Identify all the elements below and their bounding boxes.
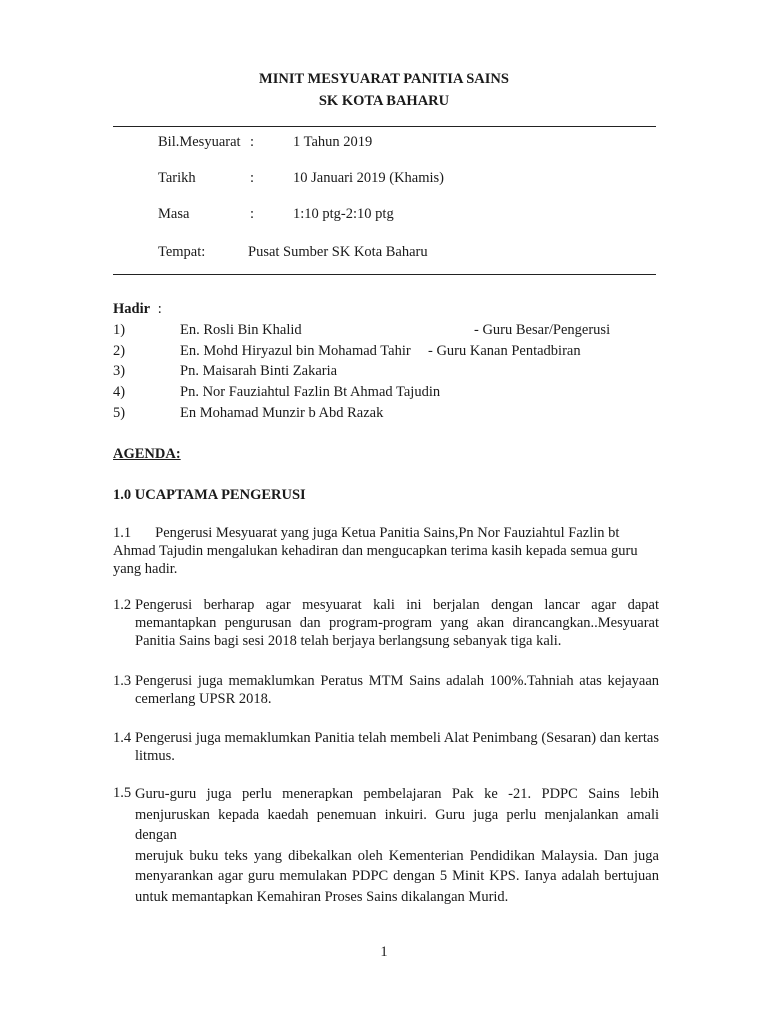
top-divider	[113, 126, 656, 127]
paragraph-1-1	[113, 524, 659, 578]
meta-masa-label: Masa	[158, 206, 190, 222]
paragraph-line: menyarankan agar guru memulakan PDPC dengan 5 Minit KPS. Ianya adalah bertujuan	[135, 868, 659, 884]
attendee-name: En. Rosli Bin Khalid	[180, 322, 302, 338]
school-name: SK KOTA BAHARU	[318, 93, 450, 109]
meta-bil-label: Bil.Mesyuarat	[158, 134, 241, 150]
page-number: 1	[380, 944, 388, 960]
attendee-role: - Guru Kanan Pentadbiran	[428, 343, 581, 359]
paragraph-number: 1.5	[113, 785, 132, 801]
agenda-heading: AGENDA:	[113, 446, 181, 462]
attendee-number: 5)	[113, 405, 126, 421]
attendee-role: - Guru Besar/Pengerusi	[474, 322, 611, 338]
meta-tarikh-label: Tarikh	[158, 170, 196, 186]
paragraph-line: cemerlang UPSR 2018.	[135, 691, 272, 708]
paragraph-number: 1.3	[113, 673, 132, 689]
attendee-number: 2)	[113, 343, 126, 359]
meta-tempat-label: Tempat:	[158, 244, 206, 260]
paragraph-line: merujuk buku teks yang dibekalkan oleh Kementerian Pendidikan Malaysia. Dan juga	[135, 847, 659, 864]
hadir-heading	[113, 300, 162, 318]
meta-tarikh-value: 10 Januari 2019 (Khamis)	[293, 170, 445, 186]
meta-masa-colon: :	[250, 206, 255, 222]
paragraph-line: Ahmad Tajudin mengalukan kehadiran dan mengucapkan terima kasih kepada semua guru	[113, 543, 638, 560]
paragraph-line: litmus.	[135, 748, 175, 765]
paragraph-line: Panitia Sains bagi sesi 2018 telah berjaya berlangsung sebanyak tiga kali.	[135, 633, 562, 650]
meta-bil-colon: :	[250, 134, 255, 150]
attendee-name: Pn. Nor Fauziahtul Fazlin Bt Ahmad Tajudin	[180, 384, 441, 400]
paragraph-1-3	[113, 672, 659, 708]
section-heading: 1.0 UCAPTAMA PENGERUSI	[113, 487, 306, 503]
attendee-number: 4)	[113, 384, 126, 400]
bottom-divider	[113, 274, 656, 275]
paragraph-line: Guru-guru juga perlu menerapkan pembelajaran Pak ke -21. PDPC Sains lebih	[135, 786, 659, 802]
hadir-label: Hadir	[113, 301, 151, 317]
paragraph-number: 1.2	[113, 597, 132, 613]
paragraph-line: Pengerusi juga memaklumkan Panitia telah membeli Alat Penimbang (Sesaran) dan kertas	[135, 730, 659, 746]
paragraph-1-5	[113, 784, 659, 907]
meta-bil-value: 1 Tahun 2019	[293, 134, 373, 150]
paragraph-line: yang hadir.	[113, 561, 178, 578]
paragraph-line: untuk memantapkan Kemahiran Proses Sains dikalangan Murid.	[135, 888, 509, 905]
paragraph-line: memantapkan pengurusan dan program-program yang akan dirancangkan..Mesyuarat	[135, 615, 659, 632]
paragraph-line: menjuruskan kepada kaedah penemuan inkuiri. Guru juga perlu menjalankan amali dengan	[135, 806, 659, 843]
paragraph-line: Pengerusi juga memaklumkan Peratus MTM Sains adalah 100%.Tahniah atas kejayaan	[135, 673, 659, 689]
attendee-name: Pn. Maisarah Binti Zakaria	[180, 363, 338, 379]
document-title: MINIT MESYUARAT PANITIA SAINS	[259, 71, 509, 87]
paragraph-1-4	[113, 729, 659, 765]
meta-masa-value: 1:10 ptg-2:10 ptg	[293, 206, 394, 222]
attendee-number: 3)	[113, 363, 126, 379]
attendee-number: 1)	[113, 322, 126, 338]
hadir-colon: :	[157, 301, 162, 317]
paragraph-1-2	[113, 596, 659, 650]
meta-tarikh-colon: :	[250, 170, 255, 186]
paragraph-number: 1.1	[113, 525, 132, 541]
attendee-name: En Mohamad Munzir b Abd Razak	[180, 405, 384, 421]
attendee-name: En. Mohd Hiryazul bin Mohamad Tahir	[180, 343, 411, 359]
paragraph-line: Pengerusi Mesyuarat yang juga Ketua Panitia Sains,Pn Nor Fauziahtul Fazlin bt	[155, 525, 620, 541]
meta-tempat-value: Pusat Sumber SK Kota Baharu	[248, 244, 428, 260]
paragraph-number: 1.4	[113, 730, 132, 746]
paragraph-line: Pengerusi berharap agar mesyuarat kali ini berjalan dengan lancar agar dapat	[135, 597, 659, 613]
